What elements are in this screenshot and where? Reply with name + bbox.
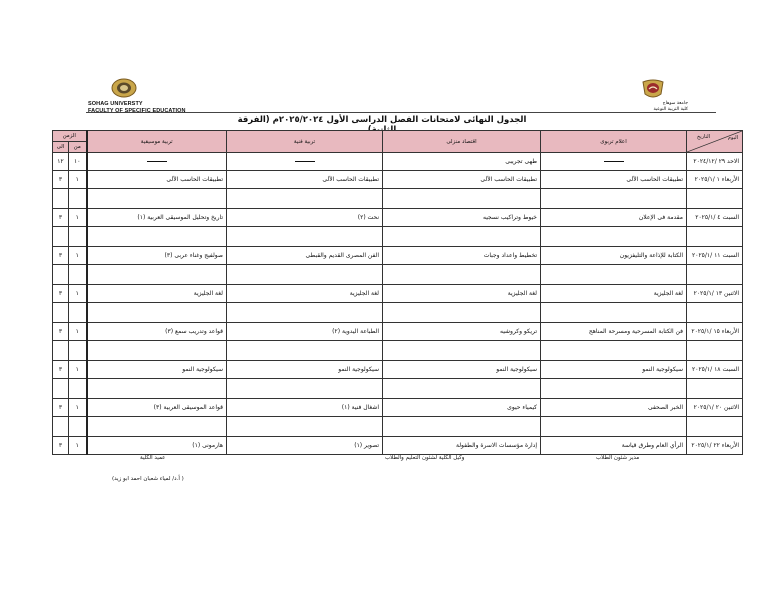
time-from-cell: ١ <box>69 285 87 303</box>
time-to-cell: ٣ <box>53 399 69 417</box>
date-cell: الاثنين ٢٠ /٢٠٢٥/١ <box>687 399 743 417</box>
column-header-from: من <box>69 142 87 153</box>
column-header-music-education: تربية موسيقية <box>87 131 227 153</box>
subject-cell: تريكو وكروشيه <box>383 323 541 341</box>
time-to-cell: ٣ <box>53 247 69 265</box>
date-cell: السبت ٤ /٢٠٢٥/١ <box>687 209 743 227</box>
spacer-row <box>53 265 743 285</box>
day-date-corner-header <box>687 131 743 153</box>
subject-cell: سيكولوجية النمو <box>227 361 383 379</box>
column-header-art-education: تربية فنية <box>227 131 383 153</box>
subject-cell: سيكولوجية النمو <box>87 361 227 379</box>
subject-cell: الرأي العام وطرق قياسة <box>541 437 687 455</box>
day-label: اليوم <box>727 135 738 141</box>
subject-cell: إدارة مؤسسات الاسرة والطفولة <box>383 437 541 455</box>
subject-cell: لغة الجليزية <box>87 285 227 303</box>
date-cell: السبت ١١ /٢٠٢٥/١ <box>687 247 743 265</box>
subject-cell: صولفيج وغناء عربى (٣) <box>87 247 227 265</box>
subject-cell: فن الكتابة المسرحية ومسرحة المناهج <box>541 323 687 341</box>
subject-cell: سيكولوجية النمو <box>541 361 687 379</box>
table-header-row <box>53 131 743 142</box>
subject-cell: كيمياء حيوى <box>383 399 541 417</box>
subject-cell: تطبيقات الحاسب الآلى <box>541 171 687 189</box>
time-to-cell: ٣ <box>53 209 69 227</box>
table-row <box>53 285 743 303</box>
column-header-home-economics: اقتصاد منزلى <box>383 131 541 153</box>
subject-cell: طهى تجريبى <box>383 153 541 171</box>
header-divider <box>86 112 716 113</box>
subject-cell: هارمونى (١) <box>87 437 227 455</box>
time-to-cell: ٣ <box>53 171 69 189</box>
no-exam-dash <box>147 161 167 162</box>
date-cell: الأربعاء ١ /٢٠٢٥/١ <box>687 171 743 189</box>
spacer-row <box>53 303 743 323</box>
time-from-cell: ١ <box>69 209 87 227</box>
date-cell: الاحد ٢٩ /٢٠٢٤/١٢ <box>687 153 743 171</box>
spacer-row <box>53 189 743 209</box>
subject-cell-empty <box>227 153 383 171</box>
date-cell: الاثنين ١٣ /٢٠٢٥/١ <box>687 285 743 303</box>
document-title: الجدول النهائى لامتحانات الفصل الدراسى الأول ٢٠٢٥/٢٠٢٤م (الفرقة <box>237 115 527 125</box>
university-seal-icon <box>111 78 137 98</box>
column-header-to: الى <box>53 142 69 153</box>
subject-cell: مقدمة فى الإعلان <box>541 209 687 227</box>
subject-cell: الخبر الصحفى <box>541 399 687 417</box>
spacer-row <box>53 341 743 361</box>
time-to-cell: ٣ <box>53 361 69 379</box>
subject-cell: لغة الجليزية <box>541 285 687 303</box>
table-row <box>53 323 743 341</box>
table-row <box>53 399 743 417</box>
spacer-row <box>53 379 743 399</box>
time-to-cell: ١٢ <box>53 153 69 171</box>
subject-cell: اشغال فنية (١) <box>227 399 383 417</box>
subject-cell: قواعد وتدريب سمع (٣) <box>87 323 227 341</box>
spacer-row <box>53 227 743 247</box>
table-row <box>53 209 743 227</box>
time-to-cell: ٣ <box>53 437 69 455</box>
date-cell: السبت ١٨ /٢٠٢٥/١ <box>687 361 743 379</box>
subject-cell: الكتابة للإذاعة والتليفزيون <box>541 247 687 265</box>
time-from-cell: ١ <box>69 437 87 455</box>
time-to-cell: ٣ <box>53 323 69 341</box>
dean-name: ( أ.د/ لمياء شعبان احمد ابو زيد) <box>112 476 184 482</box>
subject-cell-empty <box>87 153 227 171</box>
table-row <box>53 361 743 379</box>
subject-cell: قواعد الموسيقى العربية (٣) <box>87 399 227 417</box>
time-from-cell: ١ <box>69 399 87 417</box>
subject-cell: سيكولوجية النمو <box>383 361 541 379</box>
date-cell: الأربعاء ٢٢ /٢٠٢٥/١ <box>687 437 743 455</box>
signature-vice-dean: وكيل الكلية لشئون التعليم والطلاب <box>385 455 465 461</box>
subject-cell: لغة الجليزية <box>227 285 383 303</box>
subject-cell: تخطيط واعداد وجبات <box>383 247 541 265</box>
subject-cell: خيوط وتراكيب نسجيه <box>383 209 541 227</box>
table-row <box>53 437 743 455</box>
date-cell: الأربعاء ١٥ /٢٠٢٥/١ <box>687 323 743 341</box>
university-en-line: SOHAG UNIVERSTY <box>88 101 143 107</box>
no-exam-dash <box>295 161 315 162</box>
time-from-cell: ١ <box>69 247 87 265</box>
subject-cell: تطبيقات الحاسب الآلى <box>87 171 227 189</box>
subject-cell: نحت (٢) <box>227 209 383 227</box>
university-ar-line: جامعة سوهاج <box>662 101 688 106</box>
subject-cell: تاريخ وتحليل الموسيقى العربية (١) <box>87 209 227 227</box>
subject-cell: تطبيقات الحاسب الآلى <box>227 171 383 189</box>
time-from-cell: ١ <box>69 361 87 379</box>
date-label: التاريخ <box>697 134 710 140</box>
table-row <box>53 153 743 171</box>
column-header-time: الزمن <box>53 131 87 142</box>
spacer-row <box>53 417 743 437</box>
subject-cell: الفن المصرى القديم والقبطى <box>227 247 383 265</box>
column-header-educational-media: اعلام تربوى <box>541 131 687 153</box>
time-from-cell: ١ <box>69 323 87 341</box>
subject-cell: لغة الجليزية <box>383 285 541 303</box>
faculty-ar-line: كلية التربية النوعية <box>653 107 688 112</box>
table-row <box>53 247 743 265</box>
subject-cell: الطباعة اليدوية (٢) <box>227 323 383 341</box>
time-from-cell: ١ <box>69 171 87 189</box>
table-row <box>53 171 743 189</box>
subject-cell: تصوير (١) <box>227 437 383 455</box>
subject-cell-empty <box>541 153 687 171</box>
exam-schedule-table <box>52 130 743 455</box>
signature-dean: عميد الكلية <box>140 455 166 461</box>
signature-student-affairs: مدير شئون الطلاب <box>596 455 640 461</box>
no-exam-dash <box>604 161 624 162</box>
time-to-cell: ٣ <box>53 285 69 303</box>
subject-cell: تطبيقات الحاسب الآلى <box>383 171 541 189</box>
faculty-en-line: FACULTY OF SPECIFIC EDUCATION <box>88 107 186 114</box>
faculty-seal-icon <box>641 78 665 100</box>
time-from-cell: ١٠ <box>69 153 87 171</box>
